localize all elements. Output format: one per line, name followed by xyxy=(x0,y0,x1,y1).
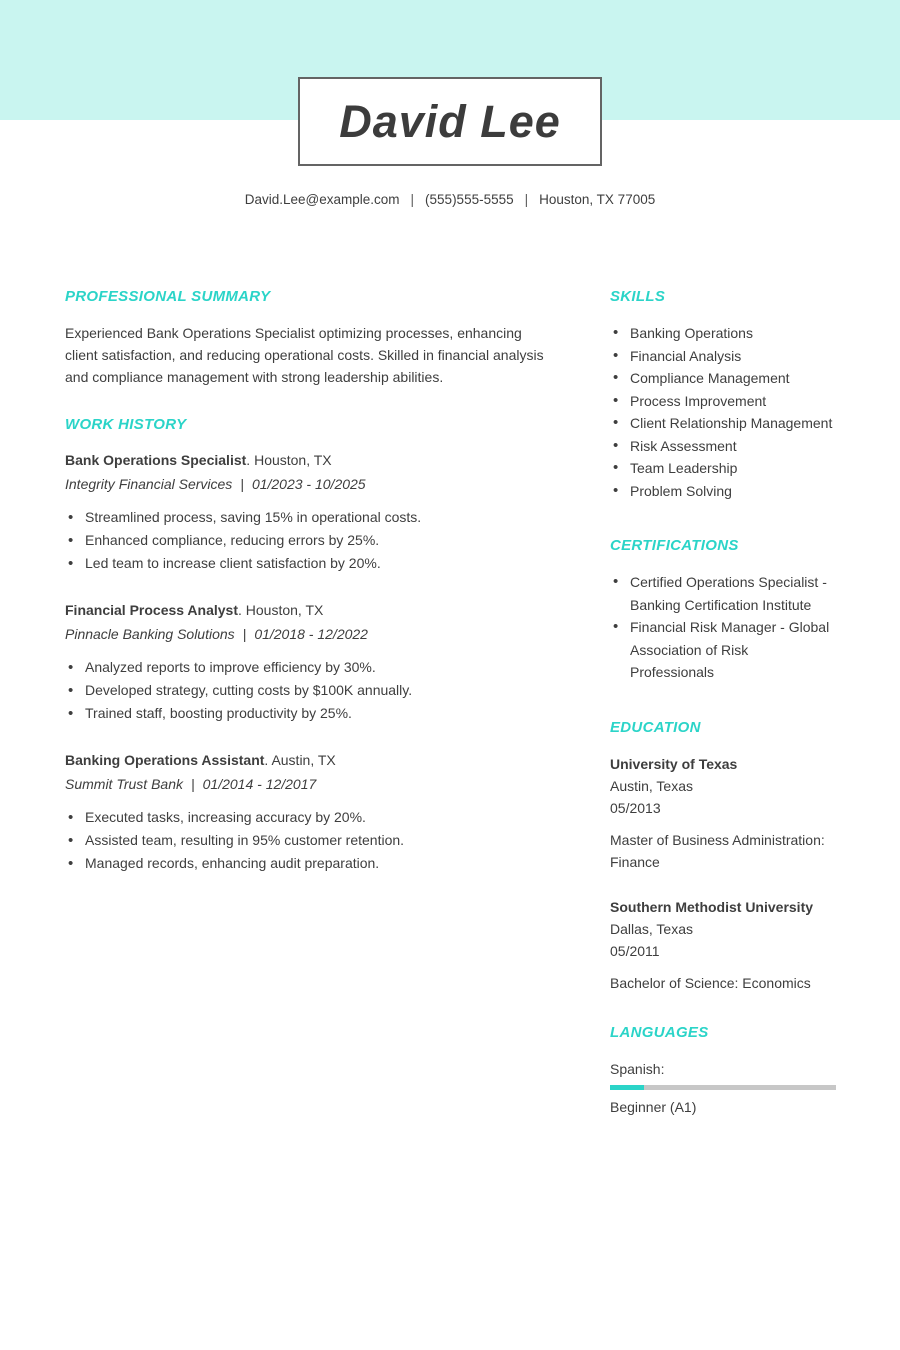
degree: Master of Business Administration: Finance xyxy=(610,831,825,870)
job-bullet: • Managed records, enhancing audit preparation. xyxy=(65,852,547,875)
right-column xyxy=(610,288,836,1145)
job-bullet-list xyxy=(65,506,547,575)
education-heading: EDUCATION xyxy=(610,718,701,736)
school-date: 05/2011 xyxy=(610,942,660,959)
contact-phone: (555)555-5555 xyxy=(425,192,514,207)
job-bullet: • Led team to increase client satisfaction by 20%. xyxy=(65,552,547,575)
job-title: Bank Operations Specialist xyxy=(65,452,247,468)
skill-item: • Banking Operations xyxy=(610,322,836,345)
school-city: Dallas, Texas xyxy=(610,920,694,937)
job-bullet: • Enhanced compliance, reducing errors by 25%. xyxy=(65,529,547,552)
education-entry xyxy=(610,896,836,994)
job-title-line xyxy=(65,450,547,471)
skill-item: • Client Relationship Management xyxy=(610,412,836,435)
degree: Bachelor of Science: Economics xyxy=(610,974,811,991)
summary-text: Experienced Bank Operations Specialist optimizing processes, enhancing client satisfaction, and reducing operational costs. Skilled in financial analysis and compliance management with strong leadership abilities. xyxy=(65,325,544,385)
section-education xyxy=(610,719,836,994)
language-level: Beginner (A1) xyxy=(610,1098,697,1115)
candidate-name: David Lee xyxy=(339,95,561,147)
language-proficiency-fill xyxy=(610,1085,644,1090)
job-title: Banking Operations Assistant xyxy=(65,752,265,768)
job-title-line xyxy=(65,600,547,621)
job-bullet: • Streamlined process, saving 15% in operational costs. xyxy=(65,506,547,529)
language-proficiency-bar xyxy=(610,1085,836,1090)
job-separator: | xyxy=(240,476,244,492)
job-dates: 01/2014 - 12/2017 xyxy=(202,776,317,792)
skills-list xyxy=(610,322,836,502)
job-location: Houston, TX xyxy=(245,602,324,618)
school-date: 05/2013 xyxy=(610,799,661,816)
education-entry xyxy=(610,753,836,873)
skills-heading: SKILLS xyxy=(610,288,666,305)
job-title: Financial Process Analyst xyxy=(65,602,238,618)
languages-heading: LANGUAGES xyxy=(610,1023,709,1041)
certifications-list xyxy=(610,571,836,684)
job-title-separator: . xyxy=(238,602,242,618)
job-location: Houston, TX xyxy=(254,452,332,468)
skill-item: • Process Improvement xyxy=(610,390,836,413)
job-bullet: • Analyzed reports to improve efficiency by 30%. xyxy=(65,656,547,679)
job-company: Pinnacle Banking Solutions xyxy=(65,626,235,642)
job-company: Summit Trust Bank xyxy=(65,776,183,792)
job-bullet: • Assisted team, resulting in 95% customer retention. xyxy=(65,829,547,852)
skill-item: • Risk Assessment xyxy=(610,435,836,458)
summary-heading: PROFESSIONAL SUMMARY xyxy=(65,288,271,305)
certification-item: • Financial Risk Manager - Global Association of Risk Professionals xyxy=(610,616,836,684)
job-entry xyxy=(65,450,547,575)
skill-item: • Problem Solving xyxy=(610,480,836,503)
job-company: Integrity Financial Services xyxy=(65,476,233,492)
job-bullet: • Trained staff, boosting productivity by 25%. xyxy=(65,702,547,725)
job-title-separator: . xyxy=(264,752,269,768)
language-entry xyxy=(610,1058,836,1117)
job-entry xyxy=(65,600,547,725)
section-certifications xyxy=(610,537,836,684)
job-separator: | xyxy=(242,626,247,642)
section-work-history xyxy=(65,416,547,875)
job-title-line xyxy=(65,750,547,771)
job-company-line xyxy=(65,774,547,795)
job-bullet: • Executed tasks, increasing accuracy by 20%. xyxy=(65,806,547,829)
skill-item: • Compliance Management xyxy=(610,367,836,390)
section-professional-summary xyxy=(65,288,547,388)
job-dates: 01/2018 - 12/2022 xyxy=(254,626,368,642)
certification-item: • Certified Operations Specialist - Banking Certification Institute xyxy=(610,571,836,616)
job-bullet: • Developed strategy, cutting costs by $100K annually. xyxy=(65,679,547,702)
job-company-line xyxy=(65,474,547,495)
language-name: Spanish: xyxy=(610,1060,665,1077)
job-bullet-list xyxy=(65,656,547,725)
job-separator: | xyxy=(191,776,195,792)
contact-line xyxy=(0,192,900,207)
school-city: Austin, Texas xyxy=(610,777,694,794)
work-history-heading: WORK HISTORY xyxy=(65,416,187,433)
contact-separator: | xyxy=(524,192,529,207)
job-entry xyxy=(65,750,547,875)
school-name: University of Texas xyxy=(610,755,738,772)
certifications-heading: CERTIFICATIONS xyxy=(610,537,739,554)
skill-item: • Financial Analysis xyxy=(610,345,836,368)
job-location: Austin, TX xyxy=(271,752,336,768)
section-languages xyxy=(610,1024,836,1117)
left-column xyxy=(65,288,547,903)
contact-location: Houston, TX 77005 xyxy=(539,192,656,207)
job-dates: 01/2023 - 10/2025 xyxy=(251,476,366,492)
job-company-line xyxy=(65,624,547,645)
skill-item: • Team Leadership xyxy=(610,457,836,480)
contact-separator: | xyxy=(410,192,415,207)
section-skills xyxy=(610,288,836,502)
name-box xyxy=(298,77,602,166)
job-bullet-list xyxy=(65,806,547,875)
contact-email: David.Lee@example.com xyxy=(244,192,400,207)
school-name: Southern Methodist University xyxy=(610,898,814,915)
job-title-separator: . xyxy=(246,452,251,468)
